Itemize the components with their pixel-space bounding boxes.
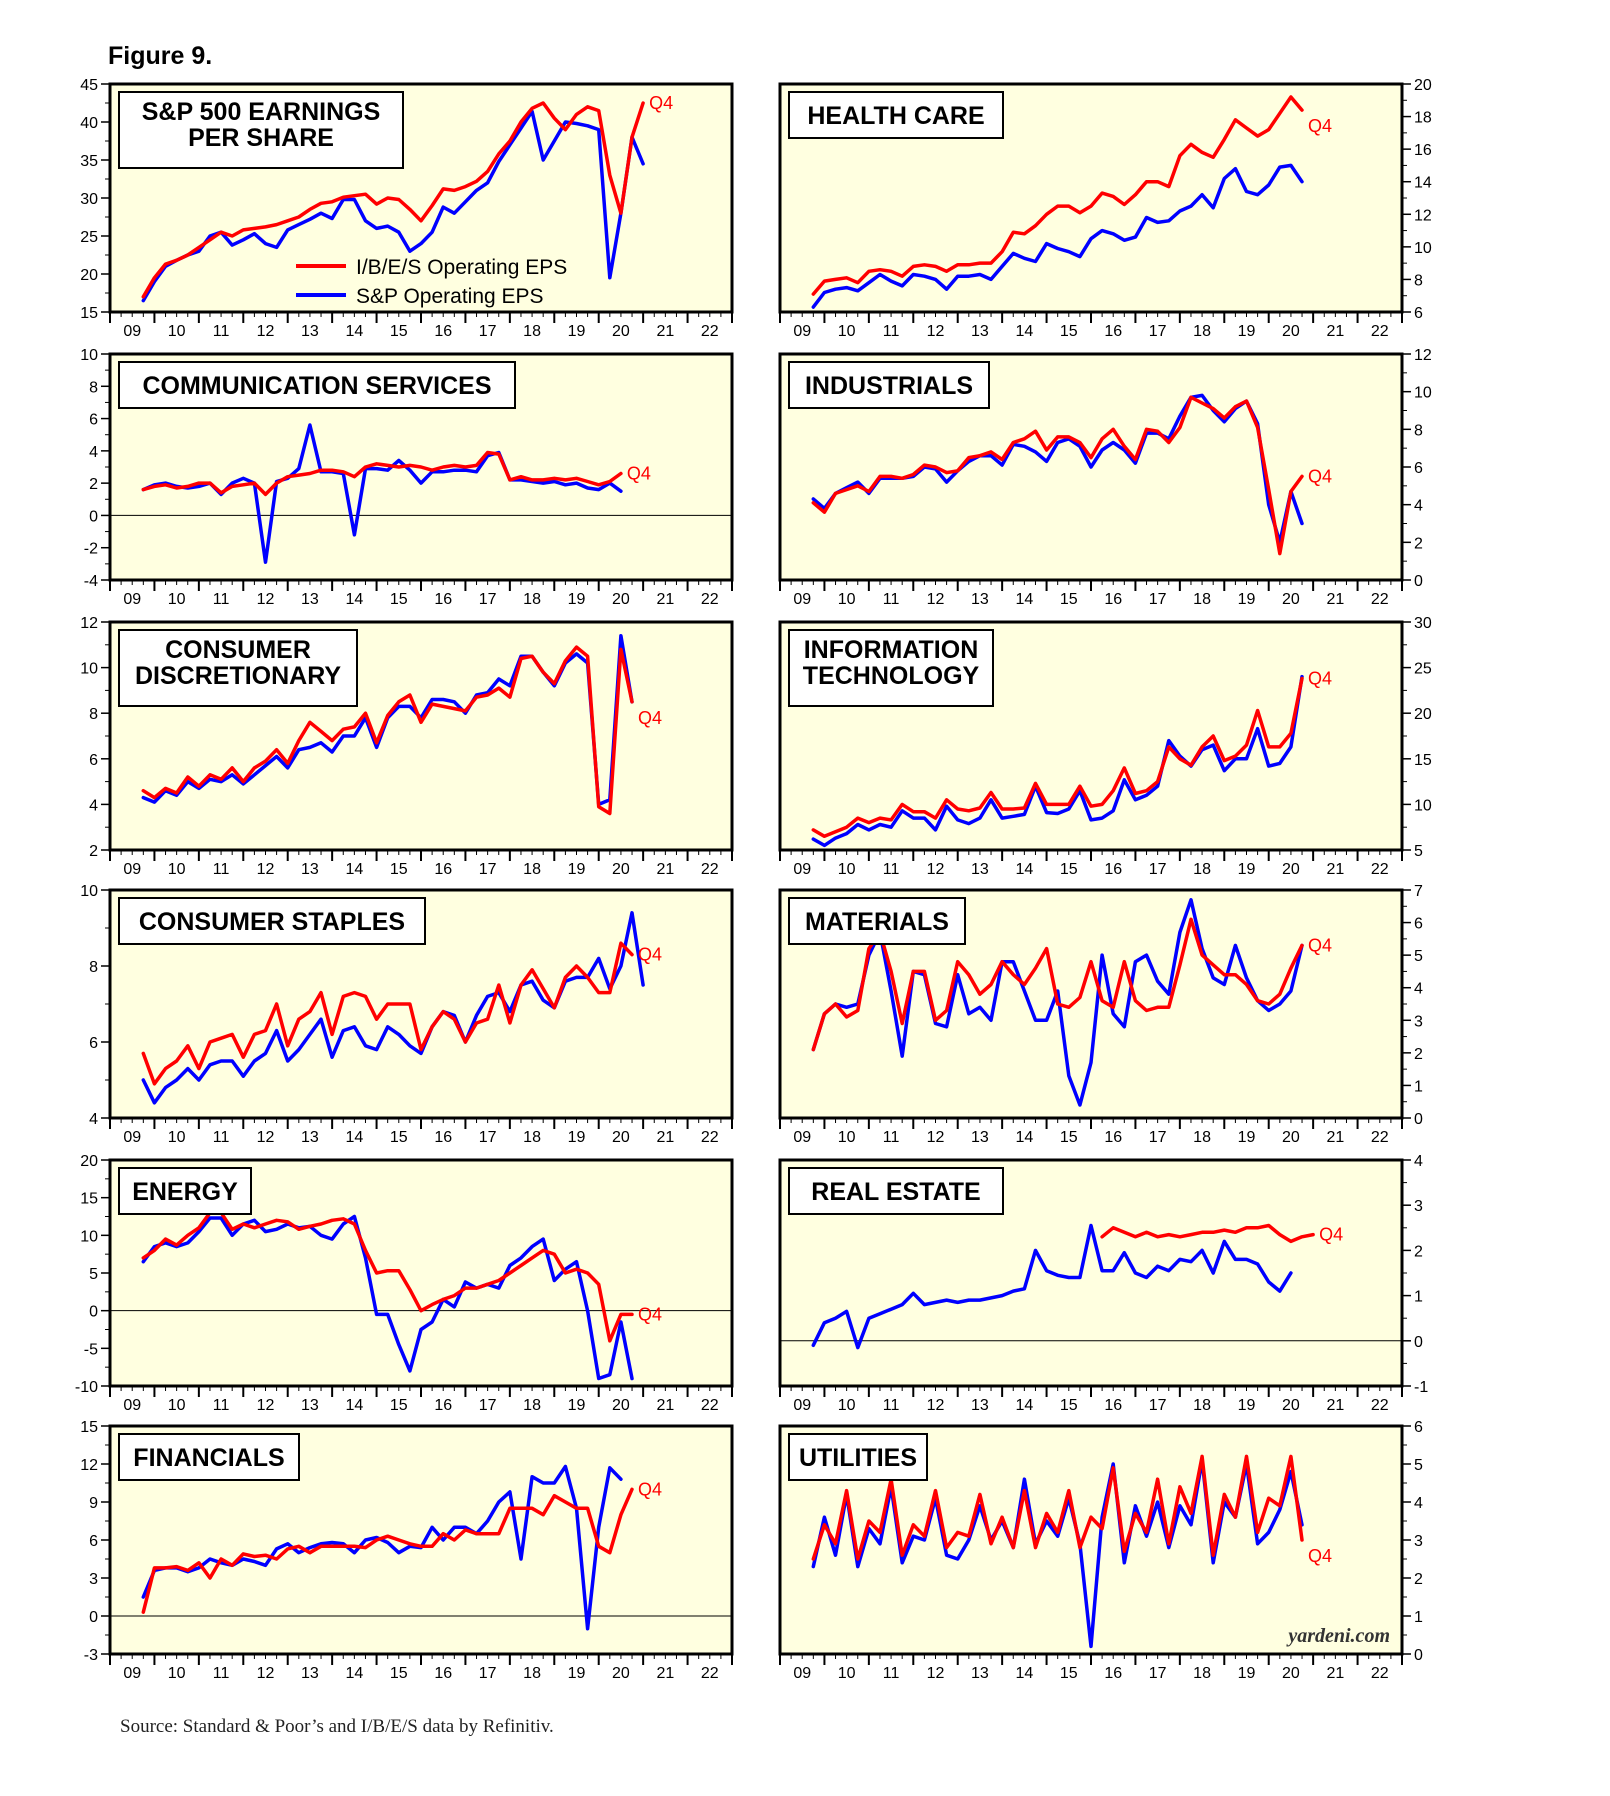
x-tick-label: 10 bbox=[167, 323, 186, 340]
y-tick-label: 1 bbox=[1414, 1609, 1423, 1626]
x-tick-label: 14 bbox=[1015, 1397, 1034, 1414]
x-tick-label: 13 bbox=[971, 861, 989, 878]
x-tick-label: 16 bbox=[434, 591, 453, 608]
q4-label: Q4 bbox=[1308, 668, 1333, 689]
panel-energy bbox=[75, 1153, 732, 1414]
x-tick-label: 13 bbox=[301, 323, 319, 340]
x-tick-label: 11 bbox=[212, 1129, 230, 1146]
x-tick-label: 14 bbox=[345, 861, 364, 878]
watermark: yardeni.com bbox=[1288, 1625, 1390, 1647]
x-tick-label: 10 bbox=[167, 861, 186, 878]
x-tick-label: 09 bbox=[793, 1665, 812, 1682]
x-tick-label: 13 bbox=[971, 1397, 989, 1414]
x-tick-label: 17 bbox=[1148, 1397, 1167, 1414]
x-tick-label: 11 bbox=[882, 1665, 900, 1682]
x-tick-label: 18 bbox=[523, 1665, 541, 1682]
x-tick-label: 12 bbox=[926, 1665, 945, 1682]
x-tick-label: 17 bbox=[1148, 591, 1167, 608]
x-tick-label: 16 bbox=[1104, 861, 1123, 878]
x-tick-label: 22 bbox=[700, 323, 719, 340]
y-tick-label: 30 bbox=[1414, 615, 1432, 632]
x-tick-label: 20 bbox=[612, 1397, 630, 1414]
x-tick-label: 09 bbox=[123, 1665, 142, 1682]
x-tick-label: 19 bbox=[567, 1665, 586, 1682]
x-tick-label: 12 bbox=[926, 861, 945, 878]
y-tick-label: 0 bbox=[1414, 573, 1423, 590]
y-tick-label: 5 bbox=[1414, 1457, 1423, 1474]
y-tick-label: 10 bbox=[80, 883, 98, 900]
x-tick-label: 16 bbox=[1104, 323, 1123, 340]
x-tick-label: 14 bbox=[1015, 1665, 1034, 1682]
x-tick-label: 20 bbox=[612, 1129, 630, 1146]
y-tick-label: 5 bbox=[1414, 948, 1423, 966]
y-tick-label: 3 bbox=[1414, 1533, 1423, 1550]
x-tick-label: 22 bbox=[700, 1129, 719, 1146]
x-tick-label: 18 bbox=[1193, 1129, 1211, 1146]
x-tick-label: 15 bbox=[1059, 323, 1078, 340]
y-tick-label: -4 bbox=[83, 573, 98, 590]
x-tick-label: 11 bbox=[212, 591, 230, 608]
x-tick-label: 15 bbox=[1059, 1665, 1078, 1682]
y-tick-label: 8 bbox=[89, 959, 98, 976]
x-tick-label: 17 bbox=[1148, 1129, 1167, 1146]
x-tick-label: 19 bbox=[567, 323, 586, 340]
x-tick-label: 21 bbox=[1326, 861, 1345, 878]
q4-label: Q4 bbox=[649, 93, 674, 113]
chart-title: CONSUMER bbox=[165, 636, 311, 664]
x-tick-label: 09 bbox=[793, 861, 812, 878]
y-tick-label: 12 bbox=[80, 1457, 98, 1474]
x-tick-label: 21 bbox=[656, 1397, 675, 1414]
chart-title: INDUSTRIALS bbox=[804, 372, 974, 400]
x-tick-label: 22 bbox=[1370, 323, 1389, 340]
x-tick-label: 11 bbox=[212, 323, 230, 340]
x-tick-label: 10 bbox=[837, 1129, 856, 1146]
chart-title: DISCRETIONARY bbox=[134, 662, 342, 690]
x-tick-label: 10 bbox=[837, 861, 856, 878]
x-tick-label: 16 bbox=[1104, 591, 1123, 608]
y-tick-label: 10 bbox=[1414, 384, 1432, 402]
y-tick-label: 18 bbox=[1414, 109, 1432, 127]
y-tick-label: 4 bbox=[89, 443, 98, 461]
x-tick-label: 17 bbox=[478, 1665, 497, 1682]
x-tick-label: 19 bbox=[567, 591, 586, 608]
x-tick-label: 22 bbox=[700, 1397, 719, 1414]
x-tick-label: 18 bbox=[1193, 323, 1211, 340]
q4-label: Q4 bbox=[638, 1304, 663, 1325]
x-tick-label: 14 bbox=[345, 1129, 364, 1146]
q4-label: Q4 bbox=[638, 944, 663, 965]
x-tick-label: 11 bbox=[882, 591, 900, 608]
y-tick-label: 10 bbox=[1414, 239, 1432, 257]
x-tick-label: 19 bbox=[1237, 861, 1256, 878]
x-tick-label: 13 bbox=[301, 1129, 319, 1146]
y-tick-label: 4 bbox=[1414, 980, 1423, 998]
x-tick-label: 09 bbox=[123, 1397, 142, 1414]
chart-title: S&P 500 EARNINGS bbox=[141, 98, 381, 126]
legend-label-sp: S&P Operating EPS bbox=[356, 285, 544, 308]
x-tick-label: 14 bbox=[1015, 323, 1034, 340]
y-tick-label: 20 bbox=[80, 1153, 98, 1170]
x-tick-label: 11 bbox=[212, 861, 230, 878]
x-tick-label: 15 bbox=[389, 1129, 408, 1146]
chart-title: INFORMATION bbox=[803, 636, 979, 664]
x-tick-label: 20 bbox=[1282, 1665, 1300, 1682]
x-tick-label: 18 bbox=[1193, 591, 1211, 608]
x-tick-label: 20 bbox=[1282, 861, 1300, 878]
y-tick-label: 3 bbox=[1414, 1198, 1423, 1216]
y-tick-label: 0 bbox=[89, 508, 98, 526]
x-tick-label: 20 bbox=[1282, 591, 1300, 608]
y-tick-label: 15 bbox=[1414, 751, 1432, 769]
panel-health bbox=[780, 77, 1432, 340]
x-tick-label: 10 bbox=[837, 1397, 856, 1414]
x-tick-label: 19 bbox=[567, 1397, 586, 1414]
x-tick-label: 17 bbox=[478, 1397, 497, 1414]
x-tick-label: 22 bbox=[1370, 1397, 1389, 1414]
x-tick-label: 21 bbox=[1326, 1129, 1345, 1146]
q4-label: Q4 bbox=[638, 707, 663, 728]
y-tick-label: 15 bbox=[80, 1190, 98, 1208]
x-tick-label: 20 bbox=[612, 861, 630, 878]
panel-materials bbox=[780, 883, 1423, 1146]
panel-sp500 bbox=[80, 77, 732, 340]
x-tick-label: 22 bbox=[700, 591, 719, 608]
x-tick-label: 21 bbox=[1326, 323, 1345, 340]
x-tick-label: 09 bbox=[123, 591, 142, 608]
x-tick-label: 16 bbox=[1104, 1665, 1123, 1682]
legend-label-ibes: I/B/E/S Operating EPS bbox=[356, 256, 568, 279]
chart-title: UTILITIES bbox=[798, 1444, 918, 1472]
x-tick-label: 13 bbox=[971, 1665, 989, 1682]
chart-title: COMMUNICATION SERVICES bbox=[142, 372, 492, 400]
y-tick-label: 10 bbox=[1414, 797, 1432, 815]
y-tick-label: 8 bbox=[89, 706, 98, 724]
chart-title: PER SHARE bbox=[188, 124, 334, 152]
y-tick-label: 6 bbox=[89, 1035, 98, 1052]
x-tick-label: 16 bbox=[434, 323, 453, 340]
chart-title: ENERGY bbox=[132, 1178, 238, 1206]
x-tick-label: 10 bbox=[167, 1129, 186, 1146]
x-tick-label: 21 bbox=[656, 1665, 675, 1682]
y-tick-label: 30 bbox=[80, 191, 98, 208]
x-tick-label: 21 bbox=[656, 861, 675, 878]
x-tick-label: 15 bbox=[1059, 1129, 1078, 1146]
x-tick-label: 11 bbox=[882, 1129, 900, 1146]
x-tick-label: 16 bbox=[1104, 1397, 1123, 1414]
y-tick-label: 2 bbox=[1414, 1045, 1423, 1063]
y-tick-label: 0 bbox=[89, 1303, 98, 1321]
x-tick-label: 10 bbox=[837, 1665, 856, 1682]
x-tick-label: 19 bbox=[567, 1129, 586, 1146]
y-tick-label: -2 bbox=[83, 540, 98, 558]
x-tick-label: 21 bbox=[656, 1129, 675, 1146]
x-tick-label: 20 bbox=[1282, 323, 1300, 340]
y-tick-label: 3 bbox=[89, 1571, 98, 1588]
x-tick-label: 18 bbox=[1193, 1397, 1211, 1414]
x-tick-label: 21 bbox=[1326, 1397, 1345, 1414]
y-tick-label: 4 bbox=[1414, 497, 1423, 515]
q4-label: Q4 bbox=[1319, 1224, 1344, 1245]
y-tick-label: 6 bbox=[89, 411, 98, 429]
y-tick-label: -5 bbox=[83, 1341, 98, 1359]
x-tick-label: 16 bbox=[434, 1129, 453, 1146]
chart-title: HEALTH CARE bbox=[807, 102, 985, 130]
y-tick-label: 4 bbox=[1414, 1495, 1423, 1512]
y-tick-label: 35 bbox=[80, 153, 98, 170]
x-tick-label: 17 bbox=[478, 591, 497, 608]
x-tick-label: 22 bbox=[700, 861, 719, 878]
y-tick-label: 45 bbox=[80, 77, 98, 94]
x-tick-label: 12 bbox=[256, 1129, 275, 1146]
x-tick-label: 17 bbox=[478, 1129, 497, 1146]
y-tick-label: 15 bbox=[80, 1419, 98, 1436]
panel-comm bbox=[80, 347, 732, 608]
y-tick-label: 4 bbox=[89, 1111, 98, 1128]
x-tick-label: 10 bbox=[167, 1665, 186, 1682]
y-tick-label: 20 bbox=[1414, 77, 1432, 94]
x-tick-label: 14 bbox=[1015, 591, 1034, 608]
y-tick-label: 0 bbox=[1414, 1333, 1423, 1351]
y-tick-label: 7 bbox=[1414, 883, 1423, 900]
y-tick-label: 8 bbox=[1414, 422, 1423, 440]
y-tick-label: 2 bbox=[1414, 1243, 1423, 1261]
x-tick-label: 15 bbox=[389, 1397, 408, 1414]
x-tick-label: 12 bbox=[256, 323, 275, 340]
y-tick-label: 2 bbox=[1414, 535, 1423, 553]
x-tick-label: 10 bbox=[837, 591, 856, 608]
x-tick-label: 22 bbox=[1370, 591, 1389, 608]
x-tick-label: 13 bbox=[971, 1129, 989, 1146]
y-tick-label: 10 bbox=[80, 660, 98, 678]
y-tick-label: 25 bbox=[1414, 660, 1432, 678]
x-tick-label: 21 bbox=[1326, 1665, 1345, 1682]
x-tick-label: 15 bbox=[1059, 591, 1078, 608]
x-tick-label: 22 bbox=[700, 1665, 719, 1682]
x-tick-label: 14 bbox=[345, 323, 364, 340]
y-tick-label: 1 bbox=[1414, 1078, 1423, 1096]
y-tick-label: 15 bbox=[80, 305, 98, 322]
x-tick-label: 09 bbox=[793, 591, 812, 608]
panel-financials bbox=[80, 1419, 732, 1682]
y-tick-label: 2 bbox=[89, 476, 98, 494]
y-tick-label: 8 bbox=[89, 379, 98, 397]
panel-realestate bbox=[780, 1153, 1428, 1414]
x-tick-label: 13 bbox=[971, 591, 989, 608]
y-tick-label: 6 bbox=[89, 1533, 98, 1550]
q4-label: Q4 bbox=[638, 1479, 663, 1500]
chart-title: FINANCIALS bbox=[133, 1444, 285, 1472]
x-tick-label: 20 bbox=[1282, 1397, 1300, 1414]
panel-utilities bbox=[780, 1419, 1423, 1682]
x-tick-label: 11 bbox=[882, 1397, 900, 1414]
y-tick-label: 14 bbox=[1414, 174, 1432, 192]
x-tick-label: 19 bbox=[1237, 591, 1256, 608]
x-tick-label: 21 bbox=[1326, 591, 1345, 608]
x-tick-label: 19 bbox=[1237, 1129, 1256, 1146]
y-tick-label: 12 bbox=[80, 615, 98, 632]
y-tick-label: 0 bbox=[1414, 1647, 1423, 1664]
x-tick-label: 11 bbox=[882, 323, 900, 340]
x-tick-label: 13 bbox=[301, 1665, 319, 1682]
x-tick-label: 14 bbox=[1015, 1129, 1034, 1146]
y-tick-label: 4 bbox=[89, 797, 98, 815]
x-tick-label: 12 bbox=[926, 323, 945, 340]
x-tick-label: 17 bbox=[478, 861, 497, 878]
chart-title: TECHNOLOGY bbox=[802, 662, 980, 690]
x-tick-label: 15 bbox=[389, 591, 408, 608]
x-tick-label: 20 bbox=[612, 591, 630, 608]
y-tick-label: 25 bbox=[80, 229, 98, 246]
q4-label: Q4 bbox=[1308, 1546, 1333, 1566]
x-tick-label: 22 bbox=[1370, 1129, 1389, 1146]
x-tick-label: 12 bbox=[926, 1397, 945, 1414]
x-tick-label: 17 bbox=[1148, 861, 1167, 878]
x-tick-label: 18 bbox=[1193, 861, 1211, 878]
x-tick-label: 13 bbox=[301, 861, 319, 878]
y-tick-label: 4 bbox=[1414, 1153, 1423, 1170]
x-tick-label: 19 bbox=[567, 861, 586, 878]
x-tick-label: 11 bbox=[212, 1665, 230, 1682]
y-tick-label: -1 bbox=[1414, 1379, 1429, 1396]
y-tick-label: 20 bbox=[1414, 706, 1432, 724]
x-tick-label: 17 bbox=[478, 323, 497, 340]
q4-label: Q4 bbox=[626, 463, 651, 484]
x-tick-label: 16 bbox=[434, 1665, 453, 1682]
x-tick-label: 12 bbox=[256, 591, 275, 608]
y-tick-label: 10 bbox=[80, 347, 98, 364]
x-tick-label: 18 bbox=[523, 323, 541, 340]
x-tick-label: 15 bbox=[389, 323, 408, 340]
panel-consstap bbox=[80, 883, 732, 1146]
x-tick-label: 09 bbox=[123, 1129, 142, 1146]
x-tick-label: 17 bbox=[1148, 323, 1167, 340]
panel-infotech bbox=[780, 615, 1432, 878]
y-tick-label: 20 bbox=[80, 267, 98, 284]
y-tick-label: 6 bbox=[89, 751, 98, 769]
x-tick-label: 18 bbox=[523, 861, 541, 878]
y-tick-label: -10 bbox=[74, 1379, 98, 1396]
x-tick-label: 09 bbox=[793, 323, 812, 340]
x-tick-label: 20 bbox=[1282, 1129, 1300, 1146]
y-tick-label: 16 bbox=[1414, 142, 1432, 160]
x-tick-label: 12 bbox=[926, 1129, 945, 1146]
x-tick-label: 20 bbox=[612, 1665, 630, 1682]
x-tick-label: 09 bbox=[793, 1397, 812, 1414]
x-tick-label: 22 bbox=[1370, 1665, 1389, 1682]
x-tick-label: 19 bbox=[1237, 323, 1256, 340]
x-tick-label: 13 bbox=[301, 591, 319, 608]
y-tick-label: 0 bbox=[1414, 1111, 1423, 1128]
x-tick-label: 16 bbox=[434, 1397, 453, 1414]
x-tick-label: 20 bbox=[612, 323, 630, 340]
x-tick-label: 11 bbox=[882, 861, 900, 878]
chart-title: CONSUMER STAPLES bbox=[138, 908, 406, 936]
y-tick-label: 40 bbox=[80, 115, 98, 132]
y-tick-label: 6 bbox=[1414, 1419, 1423, 1436]
y-tick-label: 12 bbox=[1414, 347, 1432, 364]
y-tick-label: 6 bbox=[1414, 915, 1423, 933]
x-tick-label: 09 bbox=[123, 323, 142, 340]
y-tick-label: 0 bbox=[89, 1609, 98, 1626]
x-tick-label: 09 bbox=[123, 861, 142, 878]
y-tick-label: 2 bbox=[89, 843, 98, 860]
x-tick-label: 12 bbox=[256, 1665, 275, 1682]
x-tick-label: 10 bbox=[167, 591, 186, 608]
x-tick-label: 09 bbox=[793, 1129, 812, 1146]
x-tick-label: 13 bbox=[971, 323, 989, 340]
x-tick-label: 10 bbox=[167, 1397, 186, 1414]
x-tick-label: 18 bbox=[523, 1397, 541, 1414]
y-tick-label: -3 bbox=[83, 1647, 98, 1664]
x-tick-label: 15 bbox=[389, 1665, 408, 1682]
chart-title: REAL ESTATE bbox=[811, 1178, 981, 1206]
x-tick-label: 12 bbox=[256, 861, 275, 878]
chart-title: MATERIALS bbox=[805, 908, 949, 936]
q4-label: Q4 bbox=[1308, 935, 1333, 956]
x-tick-label: 14 bbox=[1015, 861, 1034, 878]
figure-title: Figure 9. bbox=[108, 42, 213, 70]
x-tick-label: 12 bbox=[926, 591, 945, 608]
y-tick-label: 5 bbox=[1414, 843, 1423, 860]
x-tick-label: 19 bbox=[1237, 1397, 1256, 1414]
y-tick-label: 2 bbox=[1414, 1571, 1423, 1588]
y-tick-label: 3 bbox=[1414, 1013, 1423, 1031]
x-tick-label: 12 bbox=[256, 1397, 275, 1414]
x-tick-label: 15 bbox=[389, 861, 408, 878]
panel-consdisc bbox=[80, 615, 732, 878]
x-tick-label: 22 bbox=[1370, 861, 1389, 878]
y-tick-label: 6 bbox=[1414, 305, 1423, 322]
x-tick-label: 11 bbox=[212, 1397, 230, 1414]
x-tick-label: 21 bbox=[656, 323, 675, 340]
x-tick-label: 13 bbox=[301, 1397, 319, 1414]
q4-label: Q4 bbox=[1308, 116, 1333, 137]
x-tick-label: 21 bbox=[656, 591, 675, 608]
x-tick-label: 18 bbox=[523, 591, 541, 608]
x-tick-label: 15 bbox=[1059, 1397, 1078, 1414]
y-tick-label: 8 bbox=[1414, 272, 1423, 290]
q4-label: Q4 bbox=[1308, 466, 1333, 487]
x-tick-label: 14 bbox=[345, 591, 364, 608]
panel-indus bbox=[780, 347, 1432, 608]
y-tick-label: 12 bbox=[1414, 207, 1432, 225]
x-tick-label: 15 bbox=[1059, 861, 1078, 878]
x-tick-label: 18 bbox=[523, 1129, 541, 1146]
x-tick-label: 16 bbox=[1104, 1129, 1123, 1146]
y-tick-label: 6 bbox=[1414, 460, 1423, 477]
y-tick-label: 1 bbox=[1414, 1288, 1423, 1306]
x-tick-label: 17 bbox=[1148, 1665, 1167, 1682]
x-tick-label: 10 bbox=[837, 323, 856, 340]
x-tick-label: 14 bbox=[345, 1665, 364, 1682]
y-tick-label: 9 bbox=[89, 1495, 98, 1512]
y-tick-label: 10 bbox=[80, 1228, 98, 1246]
x-tick-label: 16 bbox=[434, 861, 453, 878]
source-note: Source: Standard & Poor’s and I/B/E/S data by Refinitiv. bbox=[120, 1716, 554, 1737]
y-tick-label: 5 bbox=[89, 1266, 98, 1283]
x-tick-label: 18 bbox=[1193, 1665, 1211, 1682]
x-tick-label: 14 bbox=[345, 1397, 364, 1414]
x-tick-label: 19 bbox=[1237, 1665, 1256, 1682]
